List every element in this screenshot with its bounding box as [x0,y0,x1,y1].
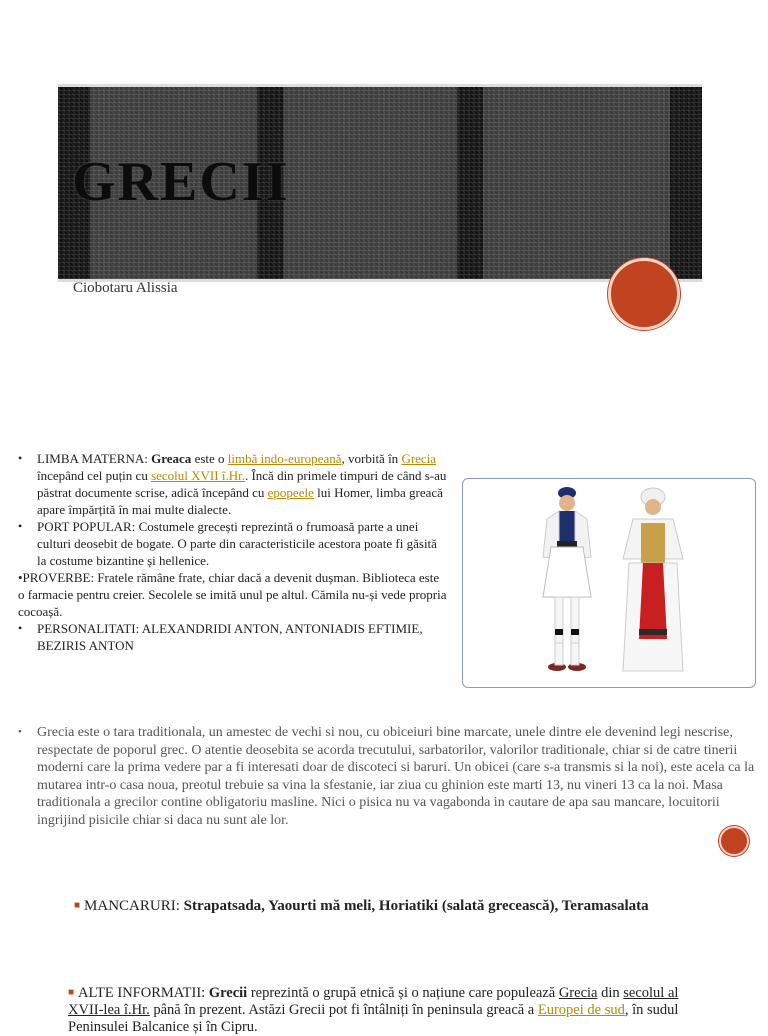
list-item-port: • PORT POPULAR: Costumele grecești reprezintă o frumoasă parte a unei culturi deosebit de bogate. O parte din caracteristicile acestora poate fi găsită la costume bizantine și hellenice. [18,518,448,569]
link-grecia[interactable]: Grecia [558,985,598,1001]
list-item-personalitati: • PERSONALITATI: ALEXANDRIDI ANTON, ANTONIADIS EFTIMIE, BEZIRIS ANTON [18,620,448,654]
food-text: ■ MANCARURI: Strapatsada, Yaourti mă meli, Horiatiki (salată grecească), Teramasalata [74,898,649,914]
costume-image [462,478,756,688]
title-slide [0,0,768,400]
other-info-slide [0,976,768,1035]
link-secolul-xvii[interactable]: secolul XVII î.Hr. [151,468,245,483]
info-text-block [18,450,448,654]
traditions-text [18,724,758,829]
link-europei-de-sud[interactable]: Europei de sud [537,1002,625,1018]
traditions-paragraph: • Grecia este o tara traditionala, un amestec de vechi si nou, cu obiceiuri bine marcate, unele dintre ele devenind legi nescrise, respectate de poporul grec. O atentie deosebita se acorda trecutului, sarbatorilor, valorilor traditionale, chiar si de catre tinerii moderni care la prima vedere par a fi interesati doar de discoteci si baruri. Un obicei (care s-a transmis si la noi), este acela ca la mutarea intr-o casa noua, preotul trebuie sa vina la sfestanie, iar ziua cu ghinion este marti 13, nu vineri 13 ca la noi. Masa traditionala a grecilor contine obligatoriu masline. Nici o pisica nu va vagabonda in cautare de apa sau mancare, locuitorii ingrijind pisicile chiar si daca nu sunt ale lor. [18,724,758,829]
decorative-circle-icon [608,258,680,330]
info-slide [0,440,768,700]
slide-title: GRECII [72,151,290,213]
list-item-proverbe: •PROVERBE: Fratele rămâne frate, chiar dacă a devenit dușman. Biblioteca este o farmacie pentru creier. Secolele se imită unul pe altul. Cămila nu-și vede propria cocoașă. [18,570,447,619]
link-limba-indo-europeana[interactable]: limbă indo-europeană [227,451,342,466]
costume-illustration [463,479,755,687]
woman-figure [623,488,683,671]
food-slide [0,890,768,930]
man-figure [543,487,591,671]
slide-subtitle: Ciobotaru Alissia [73,280,178,296]
other-info-text: ■ ALTE INFORMATII: Grecii reprezintă o grupă etnică și o națiune care populează Grecia din secolul al XVII-lea î.Hr. până în prezent. Astăzi Grecii pot fi întâlniți în peninsula greacă a Europei de sud, în sudul Peninsulei Balcanice și în Cipru. [68,985,679,1035]
decorative-circle-icon [719,826,749,856]
link-secolul-xvii-lea[interactable]: secolul al XVII-lea î.Hr. [68,985,679,1018]
traditions-slide [0,718,768,868]
link-epopeele[interactable]: epopeele [267,485,314,500]
square-bullet-icon: ■ [68,987,75,998]
link-grecia[interactable]: Grecia [401,451,437,466]
list-item-limba: • LIMBA MATERNA: Greaca este o limbă indo-europeană, vorbită în Grecia începând cel puțin cu secolul XVII î.Hr.. Încă din primele timpuri de când s-au păstrat documente scrise, adică începând cu epopeele lui Homer, limba greacă apare împărțită în mai multe dialecte. [18,450,448,518]
square-bullet-icon: ■ [74,900,81,911]
